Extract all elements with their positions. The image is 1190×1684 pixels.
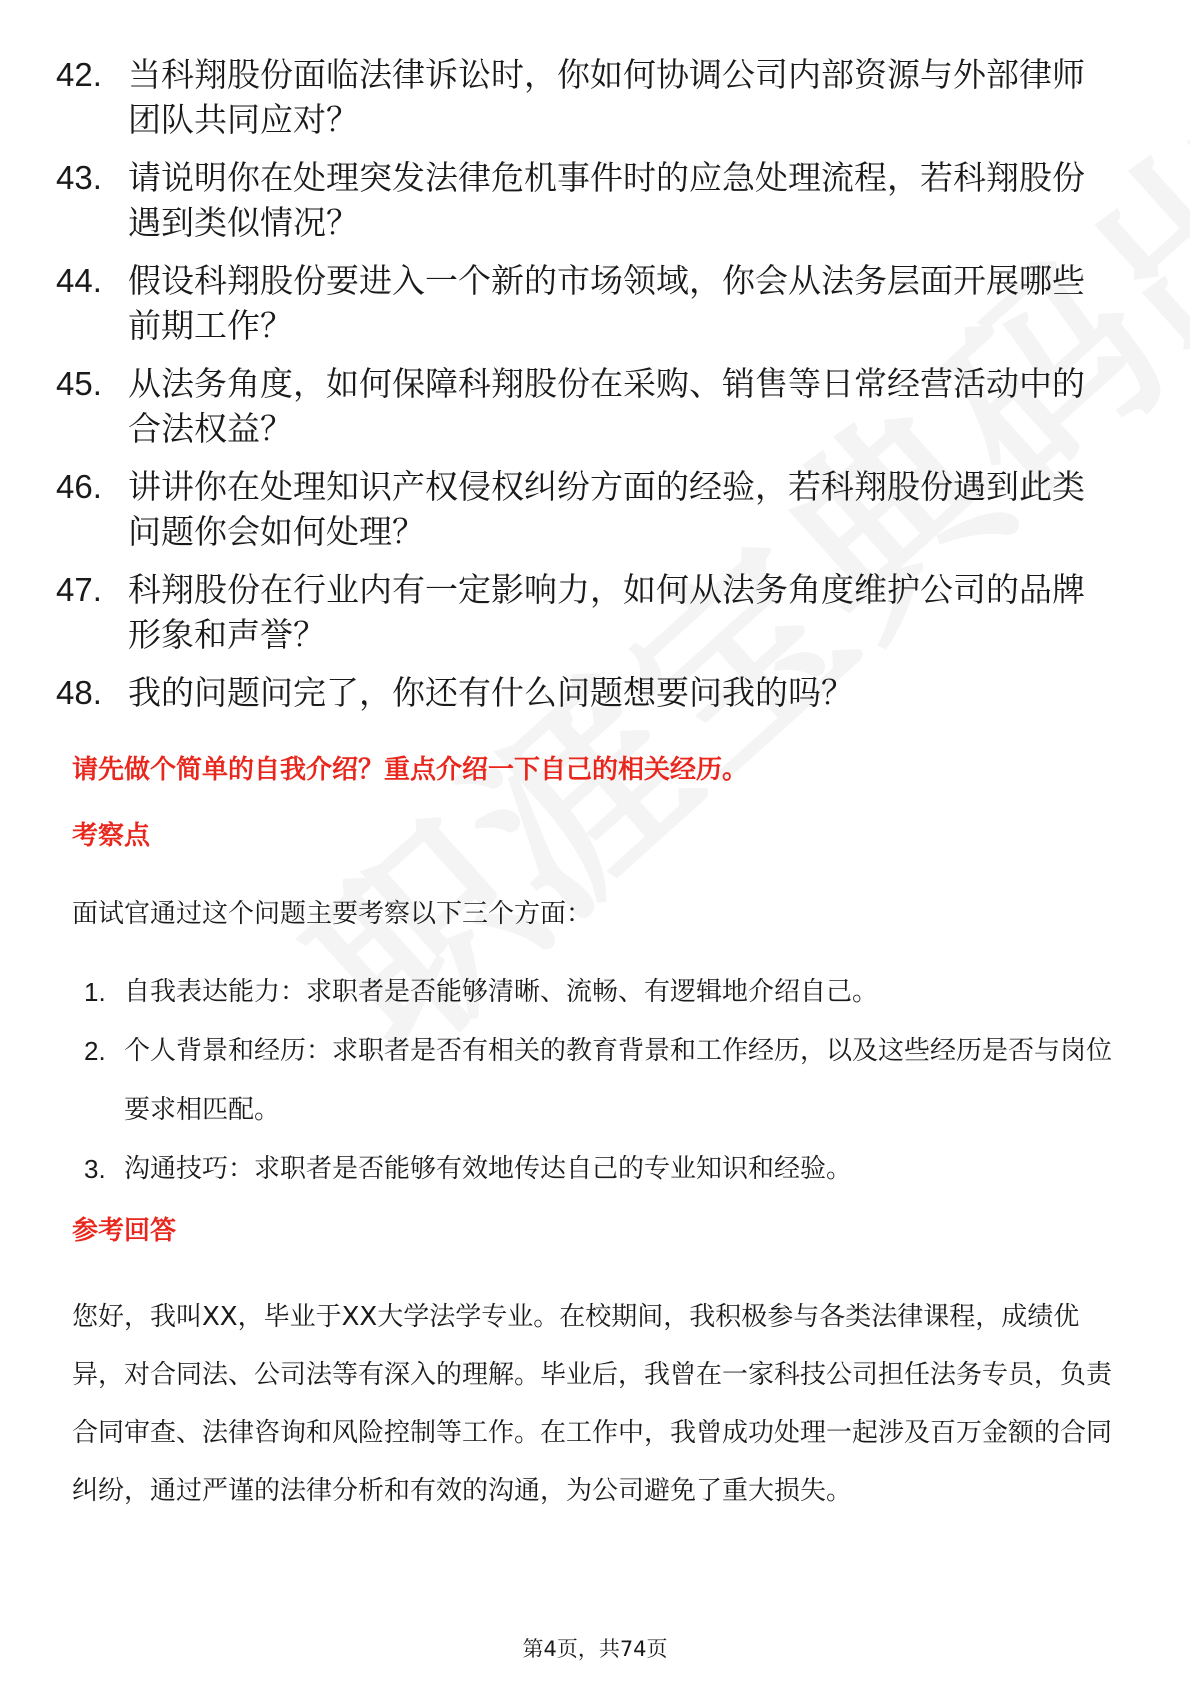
focus-list-item xyxy=(84,963,1134,1022)
page-footer: 第4页，共74页 xyxy=(522,1637,668,1661)
focus-item-number: 3. xyxy=(84,1154,106,1184)
focus-item-text: 个人背景和经历：求职者是否有相关的教育背景和工作经历，以及这些经历是否与岗位要求相匹配。 xyxy=(124,1036,1113,1125)
question-number: 48. xyxy=(56,674,102,711)
question-text: 从法务角度，如何保障科翔股份在采购、销售等日常经营活动中的合法权益？ xyxy=(128,364,1085,448)
question-number: 44. xyxy=(56,262,102,299)
question-text: 假设科翔股份要进入一个新的市场领域，你会从法务层面开展哪些前期工作？ xyxy=(128,261,1085,345)
question-text: 请说明你在处理突发法律危机事件时的应急处理流程，若科翔股份遇到类似情况？ xyxy=(128,158,1085,242)
answer-text: 您好，我叫XX，毕业于XX大学法学专业。在校期间，我积极参与各类法律课程，成绩优异，对合同法、公司法等有深入的理解。毕业后，我曾在一家科技公司担任法务专员，负责合同审查、法律咨询和风险控制等工作。在工作中，我曾成功处理一起涉及百万金额的合同纠纷，通过严谨的法律分析和有效的沟通，为公司避免了重大损失。 xyxy=(72,1302,1113,1506)
question-list xyxy=(56,52,1136,728)
question-number: 46. xyxy=(56,468,102,505)
question-text: 科翔股份在行业内有一定影响力，如何从法务角度维护公司的品牌形象和声誉？ xyxy=(128,570,1085,654)
focus-item-text: 自我表达能力：求职者是否能够清晰、流畅、有逻辑地介绍自己。 xyxy=(124,977,879,1007)
section-title: 请先做个简单的自我介绍？重点介绍一下自己的相关经历。 xyxy=(72,755,749,785)
question-item xyxy=(56,361,1136,451)
question-item xyxy=(56,464,1136,554)
answer-label: 参考回答 xyxy=(72,1216,177,1246)
question-item xyxy=(56,258,1136,348)
focus-intro: 面试官通过这个问题主要考察以下三个方面： xyxy=(72,899,593,929)
focus-item-number: 1. xyxy=(84,977,106,1007)
question-number: 47. xyxy=(56,571,102,608)
focus-list-item xyxy=(84,1140,1134,1199)
question-text: 讲讲你在处理知识产权侵权纠纷方面的经验，若科翔股份遇到此类问题你会如何处理？ xyxy=(128,467,1085,551)
focus-item-number: 2. xyxy=(84,1036,106,1066)
focus-list-item xyxy=(84,1022,1134,1140)
question-item xyxy=(56,670,1136,715)
focus-label: 考察点 xyxy=(72,821,151,851)
question-number: 43. xyxy=(56,159,102,196)
question-text: 当科翔股份面临法律诉讼时，你如何协调公司内部资源与外部律师团队共同应对？ xyxy=(128,55,1085,139)
question-number: 42. xyxy=(56,56,102,93)
question-item xyxy=(56,567,1136,657)
focus-item-text: 沟通技巧：求职者是否能够有效地传达自己的专业知识和经验。 xyxy=(124,1154,853,1184)
question-number: 45. xyxy=(56,365,102,402)
question-item xyxy=(56,155,1136,245)
question-text: 我的问题问完了，你还有什么问题想要问我的吗？ xyxy=(128,673,854,712)
question-item xyxy=(56,52,1136,142)
focus-list xyxy=(84,963,1134,1199)
